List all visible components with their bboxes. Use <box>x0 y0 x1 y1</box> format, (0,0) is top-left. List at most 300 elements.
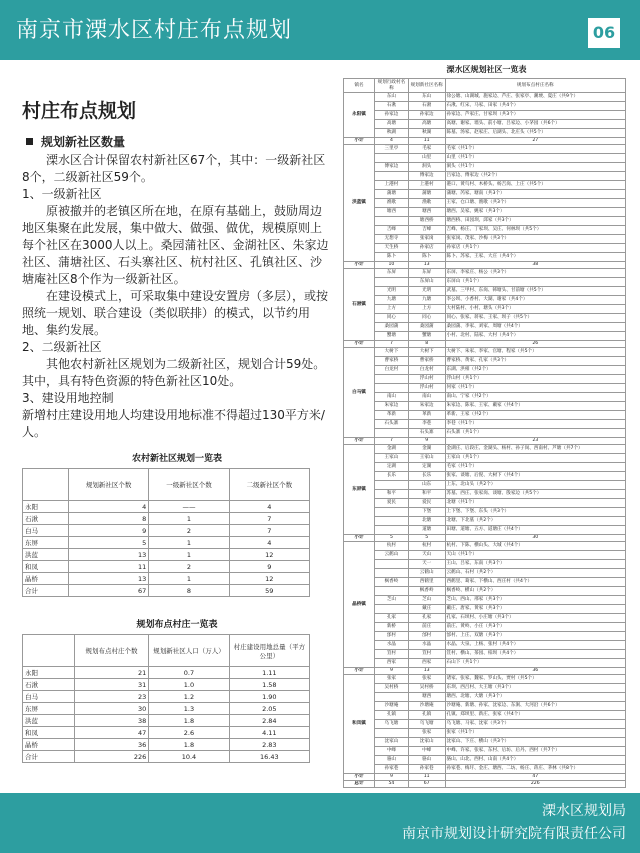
table-cell: 1 <box>149 573 229 585</box>
table2-title: 规划布点村庄一览表 <box>136 620 218 630</box>
community-cell: 山东 <box>408 481 445 490</box>
community-cell: 杭村 <box>408 542 445 551</box>
community-cell: 浮山村 <box>408 384 445 393</box>
community-cell: 云鹤山 <box>408 569 445 578</box>
village-cell: 枫香岭 <box>375 578 409 587</box>
community-cell: 爱民 <box>408 499 445 508</box>
table-row <box>344 578 626 587</box>
table-cell: 23 <box>74 691 149 703</box>
paragraph: 原被撤并的老镇区所在地，在原有基础上，鼓励周边地区集聚在此发展，集中做大、做强、做优，规模原则上每个社区在3000人以上。桑园蒲社区、金湖社区、朱家边社区、蒲塘社区、石头寨社区、杭村社区、孔镇社区、沙塘庵社区8个作为一级新社区。 <box>22 204 329 286</box>
table-cell: 36 <box>74 739 149 751</box>
village-cell: 杭村 <box>375 542 409 551</box>
subtotal-row <box>344 341 626 348</box>
layout-villages-cell: 中峰、许家、张家、东村、后坊、后丹、西村（共7个） <box>445 747 626 756</box>
footer-bar <box>0 793 640 853</box>
town-name-cell: 白马镇 <box>344 348 375 438</box>
community-cell: 孙家店 <box>408 244 445 253</box>
table-row <box>23 513 310 525</box>
subsection-heading: 规划新社区数量 <box>22 133 332 150</box>
village-cell: 笪村 <box>375 650 409 659</box>
village-cell: 西家 <box>375 659 409 668</box>
table-row <box>344 623 626 632</box>
subtotal-cell: 11 <box>408 774 445 781</box>
table-row <box>23 525 310 537</box>
table-cell: 16.43 <box>229 751 309 763</box>
paragraph: 在建设模式上，可采取集中建设安置房（多层），或按照统一规划、联合建设（类似联排）的模式，以节约用地、集约发展。 <box>22 289 329 337</box>
layout-villages-cell: 西鹤里、葛家、下横山、西庄村（共4个） <box>445 578 626 587</box>
layout-villages-cell: 港口、黄鸟村、木桥头、杨吉岗、上庄（共5个） <box>445 181 626 190</box>
paragraph: 3、建设用地控制 <box>22 391 114 405</box>
village-cell <box>375 429 409 438</box>
page-number: 06 <box>588 18 620 48</box>
square-bullet-icon <box>26 138 33 145</box>
table-row <box>23 703 310 715</box>
community-cell: 孙家巷 <box>408 765 445 774</box>
table-cell: 2.6 <box>149 727 229 739</box>
table-cell: 9 <box>229 561 309 573</box>
village-cell: 中峰 <box>375 747 409 756</box>
table-row <box>344 684 626 693</box>
town-name-cell: 东屏镇 <box>344 445 375 535</box>
village-cell: 张家 <box>375 675 409 684</box>
community-cell: 吉峰 <box>408 226 445 235</box>
table-cell: 12 <box>229 549 309 561</box>
village-cell: 高塘 <box>375 120 409 129</box>
table-cell: 5 <box>68 537 148 549</box>
layout-villages-cell: 东湖、洪相（共2个） <box>445 366 626 375</box>
village-cell: 孙家巷 <box>375 765 409 774</box>
table-cell: 合计 <box>23 585 69 597</box>
header-bar <box>0 0 640 60</box>
table-header-cell: 规划布点村庄个数 <box>74 635 149 667</box>
table-cell: 1.8 <box>149 739 229 751</box>
table-row <box>344 287 626 296</box>
layout-villages-cell: 大村陆村、小村、塘头（共3个） <box>445 305 626 314</box>
table-row <box>344 244 626 253</box>
village-cell: 芝山 <box>375 596 409 605</box>
subtotal-cell: 9 <box>375 668 409 675</box>
village-cell: 东屏 <box>375 269 409 278</box>
village-cell: 乌飞塘 <box>375 720 409 729</box>
layout-villages-cell: 毛家（共1个） <box>445 145 626 154</box>
subtotal-cell: 36 <box>445 668 626 675</box>
table-row <box>23 667 310 679</box>
table-row <box>23 727 310 739</box>
community-list-title: 溧水区规划社区一览表 <box>446 65 527 74</box>
table-row <box>23 679 310 691</box>
layout-villages-cell: 骆山、山北、西村、山南（共4个） <box>445 756 626 765</box>
subtotal-cell: 30 <box>445 535 626 542</box>
village-cell <box>375 375 409 384</box>
total-cell: 226 <box>445 781 626 788</box>
community-cell: 上方 <box>408 305 445 314</box>
community-cell: 石湫 <box>408 102 445 111</box>
village-cell: 定湖 <box>375 463 409 472</box>
layout-villages-cell: 沙塘庵、新塘、孙家、沈家边、东涧、大河沿（共6个） <box>445 702 626 711</box>
table-cell: 7 <box>229 525 309 537</box>
table-row <box>344 551 626 560</box>
community-cell: 蟹塘 <box>408 332 445 341</box>
layout-villages-cell: 桑园蒲、李家、刘家、周塘（共4个） <box>445 323 626 332</box>
table-cell: 67 <box>68 585 148 597</box>
table-cell: 永阳 <box>23 667 75 679</box>
community-cell: 枫香岭 <box>408 587 445 596</box>
community-cell: 戴庄 <box>408 605 445 614</box>
table-cell: 13 <box>68 549 148 561</box>
table-cell: 30 <box>74 703 149 715</box>
community-cell: 石头寨 <box>408 429 445 438</box>
community-cell: 西家 <box>408 659 445 668</box>
village-cell <box>375 278 409 287</box>
table-cell: 1.8 <box>149 715 229 727</box>
community-cell: 道塘 <box>408 526 445 535</box>
subtotal-cell: 8 <box>408 341 445 348</box>
table-row <box>344 472 626 481</box>
subtotal-cell: 7 <box>375 438 409 445</box>
table-cell: 石湫 <box>23 679 75 691</box>
table-cell: 38 <box>74 715 149 727</box>
table-cell: 8 <box>68 513 148 525</box>
community-cell: 毛家 <box>408 145 445 154</box>
table-cell: 13 <box>68 573 148 585</box>
table-row <box>344 605 626 614</box>
community-cell: 金湖 <box>408 445 445 454</box>
table-row <box>344 508 626 517</box>
table-row <box>344 729 626 738</box>
table-row <box>344 429 626 438</box>
table-cell: 9 <box>68 525 148 537</box>
community-cell: 渔歌 <box>408 199 445 208</box>
layout-villages-cell: 杭村、下陈、横山头、大城（共4个） <box>445 542 626 551</box>
village-cell: 孙家边 <box>375 111 409 120</box>
table-row <box>344 765 626 774</box>
table-row <box>344 542 626 551</box>
village-cell: 曹家桥 <box>375 357 409 366</box>
layout-villages-cell: 武墓、三甲村、东岗、韩塘头、甘前塘（共5个） <box>445 287 626 296</box>
village-cell: 蒲塘 <box>375 190 409 199</box>
table-cell: 2 <box>149 561 229 573</box>
table-row <box>344 172 626 181</box>
subtotal-cell: 27 <box>445 138 626 145</box>
community-cell: 中峰 <box>408 747 445 756</box>
table-cell: 1.2 <box>149 691 229 703</box>
table-cell: 226 <box>74 751 149 763</box>
subtotal-cell: 9 <box>375 774 409 781</box>
table-row <box>344 481 626 490</box>
layout-villages-cell: 云鹤山、石村（共2个） <box>445 569 626 578</box>
village-cell: 长乐 <box>375 472 409 481</box>
total-row <box>344 781 626 788</box>
table-row <box>344 226 626 235</box>
table-cell: 4 <box>68 501 148 513</box>
community-cell: 乌飞塘 <box>408 720 445 729</box>
layout-villages-cell: 芝山、西山、邢家（共3个） <box>445 596 626 605</box>
table-row <box>344 445 626 454</box>
table-cell: 白马 <box>23 691 75 703</box>
village-cell: 陈卜 <box>375 253 409 262</box>
table-cell: 47 <box>74 727 149 739</box>
village-cell: 金湖 <box>375 445 409 454</box>
community-cell: 浮山村 <box>408 375 445 384</box>
subtotal-row <box>344 438 626 445</box>
community-cell: 西鹤里 <box>408 578 445 587</box>
layout-villages-cell: 徐公塘、山湖城、施家边、芦庄、张家亭、潮埂、夏庄（共9个） <box>445 93 626 102</box>
table-row <box>344 702 626 711</box>
community-cell: 和平 <box>408 490 445 499</box>
table-row <box>344 517 626 526</box>
subtotal-cell: 5 <box>408 535 445 542</box>
table-row <box>344 253 626 262</box>
table-cell: 11 <box>68 561 148 573</box>
table-row <box>344 217 626 226</box>
village-cell: 朱家边 <box>375 402 409 411</box>
village-cell <box>375 560 409 569</box>
table-header-row <box>23 469 310 501</box>
layout-villages-cell: 沈家山、下庄、横山（共3个） <box>445 738 626 747</box>
table-cell: 石湫 <box>23 513 69 525</box>
table-row <box>344 314 626 323</box>
community-cell: 白龙村 <box>408 366 445 375</box>
table-row <box>344 711 626 720</box>
subtotal-label: 小计 <box>344 668 375 675</box>
village-cell <box>375 569 409 578</box>
community-list-table <box>343 78 626 788</box>
layout-villages-cell: 洞头（共1个） <box>445 163 626 172</box>
table-cell: 12 <box>229 573 309 585</box>
table-row <box>344 190 626 199</box>
table-row <box>344 411 626 420</box>
community-cell: 朱家边 <box>408 402 445 411</box>
community-cell: 秋湖 <box>408 129 445 138</box>
subtotal-label: 小计 <box>344 262 375 269</box>
paragraph: 溧水区合计保留农村新社区67个，其中：一级新社区8个，二级新社区59个。 <box>22 153 326 184</box>
village-cell: 桑园蒲 <box>375 323 409 332</box>
table-row <box>23 691 310 703</box>
table-row <box>23 751 310 763</box>
subtotal-row <box>344 262 626 269</box>
village-cell: 大树下 <box>375 348 409 357</box>
table1-title: 农村新社区规划一览表 <box>131 454 222 464</box>
table-row <box>344 402 626 411</box>
village-cell: 云鹤山 <box>375 551 409 560</box>
village-cell: 王家山 <box>375 454 409 463</box>
table-row <box>344 296 626 305</box>
footer-institute: 南京市规划设计研究院有限责任公司 <box>402 826 626 842</box>
town-name-cell: 晶桥镇 <box>344 542 375 668</box>
subtotal-row <box>344 774 626 781</box>
layout-villages-cell: 石湫、红宋、马家、田家（共4个） <box>445 102 626 111</box>
table-cell: 8 <box>149 585 229 597</box>
community-cell: 王家山 <box>408 454 445 463</box>
table-cell: 1.58 <box>229 679 309 691</box>
table-row <box>344 120 626 129</box>
table-row <box>344 596 626 605</box>
table-cell: 10.4 <box>149 751 229 763</box>
village-cell <box>375 605 409 614</box>
table-row <box>344 499 626 508</box>
table-cell: 1.11 <box>229 667 309 679</box>
layout-villages-cell: 陈墓、汤家、赵家庄、后湖头、北庄头（共5个） <box>445 129 626 138</box>
table-row <box>344 693 626 702</box>
table-row <box>344 102 626 111</box>
table-row <box>344 526 626 535</box>
village-cell: 石湫 <box>375 102 409 111</box>
layout-villages-cell: 张家（共1个） <box>445 729 626 738</box>
table-row <box>344 154 626 163</box>
table-cell: 永阳 <box>23 501 69 513</box>
community-cell: 曹家桥 <box>408 357 445 366</box>
village-cell <box>375 729 409 738</box>
layout-villages-cell: 孙家巷、梅圩、金庄、塘西、二坊、杨庄、蒋庄、茅林（共8个） <box>445 765 626 774</box>
table-row <box>23 573 310 585</box>
layout-villages-cell: 东屏、李家庄、杨公（共3个） <box>445 269 626 278</box>
layout-villages-cell: 上下堡、下堡、东头（共3个） <box>445 508 626 517</box>
table-cell: 洪蓝 <box>23 715 75 727</box>
total-cell: 67 <box>408 781 445 788</box>
community-cell: 孔镇 <box>408 711 445 720</box>
table-cell: 晶桥 <box>23 573 69 585</box>
village-cell: 孔镇 <box>375 711 409 720</box>
community-cell: 光明 <box>408 287 445 296</box>
village-cell <box>375 517 409 526</box>
layout-villages-cell: 浮山村（共1个） <box>445 375 626 384</box>
layout-villages-cell: 塘西、北塘、大塘（共3个） <box>445 693 626 702</box>
layout-villages-cell: 毛家（共1个） <box>445 463 626 472</box>
document-title: 南京市溧水区村庄布点规划 <box>16 18 293 43</box>
subtotal-cell: 9 <box>408 438 445 445</box>
right-column <box>343 64 630 788</box>
table-cell: 1 <box>149 549 229 561</box>
community-cell: 天一 <box>408 560 445 569</box>
table-cell: 4.11 <box>229 727 309 739</box>
table-row <box>344 93 626 102</box>
layout-villages-cell: 山里（共1个） <box>445 154 626 163</box>
community-cell: 孔家 <box>408 614 445 623</box>
table-cell: 1 <box>149 537 229 549</box>
table-row <box>344 357 626 366</box>
village-cell: 塘西 <box>375 208 409 217</box>
table-cell: 东屏 <box>23 537 69 549</box>
layout-villages-cell: 天山（共1个） <box>445 551 626 560</box>
table-row <box>23 739 310 751</box>
layout-villages-cell: 北塘、下北墓（共2个） <box>445 517 626 526</box>
table-row <box>344 129 626 138</box>
subtotal-label: 小计 <box>344 438 375 445</box>
total-label: 总计 <box>344 781 375 788</box>
layout-villages-cell: 田塘、道塘、五方、道塘庄（共4个） <box>445 526 626 535</box>
layout-villages-cell: 同心、张家、蒋家、王家、坝子（共5个） <box>445 314 626 323</box>
table-cell: 7 <box>229 513 309 525</box>
layout-villages-cell: 朱家边、陈家、王家、戴家（共4个） <box>445 402 626 411</box>
table-cell: 2.83 <box>229 739 309 751</box>
paragraph: 新增村庄建设用地人均建设用地标准不得超过130平方米/人。 <box>22 408 325 439</box>
paragraph: 1、一级新社区 <box>22 187 102 201</box>
town-name-cell: 永阳镇 <box>344 93 375 138</box>
layout-villages-cell: 孔家、石坝村、小庄塘（共3个） <box>445 614 626 623</box>
layout-villages-cell: 王家、仓口塘、渔歌（共3个） <box>445 199 626 208</box>
village-cell: 邰村 <box>375 632 409 641</box>
subtotal-cell: 13 <box>408 262 445 269</box>
village-cell: 石头寨 <box>375 420 409 429</box>
community-cell: 骆山 <box>408 756 445 765</box>
community-cell: 塘西桥 <box>408 217 445 226</box>
layout-villages-cell: 高塘、谢家、墙头、前小塘、吕家边、小茅园（共6个） <box>445 120 626 129</box>
table-row <box>344 747 626 756</box>
table-row <box>344 181 626 190</box>
layout-villages-cell: 孔镇、郑坝里、新庄、张家（共4个） <box>445 711 626 720</box>
subtotal-cell: 47 <box>445 774 626 781</box>
community-cell: 蒲塘 <box>408 190 445 199</box>
town-name-cell: 洪蓝镇 <box>344 145 375 262</box>
layout-villages-cell: 何家（共1个） <box>445 384 626 393</box>
table-row <box>344 163 626 172</box>
subtotal-cell: 5 <box>375 535 409 542</box>
table-row <box>344 348 626 357</box>
subtotal-row <box>344 668 626 675</box>
layout-villages-cell: 北塘（共1个） <box>445 499 626 508</box>
village-cell: 上方 <box>375 305 409 314</box>
layout-villages-cell: 诸家、张家、魏家、罗山头、贾村（共5个） <box>445 675 626 684</box>
subtotal-cell: 11 <box>408 138 445 145</box>
table-row <box>23 561 310 573</box>
community-cell: 前庄 <box>408 623 445 632</box>
community-cell: 傅家边 <box>408 172 445 181</box>
subtotal-cell: 26 <box>445 341 626 348</box>
table-row <box>344 454 626 463</box>
table-row <box>344 587 626 596</box>
table-row <box>344 375 626 384</box>
table-header-cell: 规划布点村庄名称 <box>445 79 626 93</box>
rural-community-table <box>22 468 310 597</box>
layout-villages-cell: 南山、宁家（共2个） <box>445 393 626 402</box>
table-row <box>344 614 626 623</box>
table-cell: 2 <box>149 525 229 537</box>
table-cell: 洪蓝 <box>23 549 69 561</box>
village-cell: 南山 <box>375 393 409 402</box>
table-row <box>344 269 626 278</box>
subtotal-cell: 7 <box>375 341 409 348</box>
community-cell: 长乐 <box>408 472 445 481</box>
layout-villages-cell: 前庄、黄岭、小庄（共3个） <box>445 623 626 632</box>
village-cell: 光明 <box>375 287 409 296</box>
village-cell: 沈家山 <box>375 738 409 747</box>
community-cell: 塘西 <box>408 693 445 702</box>
table-row <box>344 641 626 650</box>
table-row <box>344 199 626 208</box>
layout-villages-cell: 乌飞塘、马家、沈家（共3个） <box>445 720 626 729</box>
village-cell: 三里亭 <box>375 145 409 154</box>
subtotal-cell: 10 <box>375 262 409 269</box>
town-name-cell: 石湫镇 <box>344 269 375 341</box>
table-header-row <box>344 79 626 93</box>
table-cell: 和凤 <box>23 561 69 573</box>
village-cell: 天生桥 <box>375 244 409 253</box>
community-cell: 笪村 <box>408 650 445 659</box>
village-cell: 无想寺 <box>375 235 409 244</box>
subtotal-label: 小计 <box>344 341 375 348</box>
table-header-cell: 规划新社区人口（万人） <box>149 635 229 667</box>
table-row <box>344 145 626 154</box>
layout-villages-cell: 笪村、横山、茶园、柏坝（共4个） <box>445 650 626 659</box>
community-cell: 张家 <box>408 675 445 684</box>
table-cell: 1 <box>149 513 229 525</box>
table-row <box>344 278 626 287</box>
village-cell <box>375 384 409 393</box>
community-cell: 塘西 <box>408 208 445 217</box>
table-cell: 1.3 <box>149 703 229 715</box>
village-cell <box>375 154 409 163</box>
village-cell: 吴村桥 <box>375 684 409 693</box>
